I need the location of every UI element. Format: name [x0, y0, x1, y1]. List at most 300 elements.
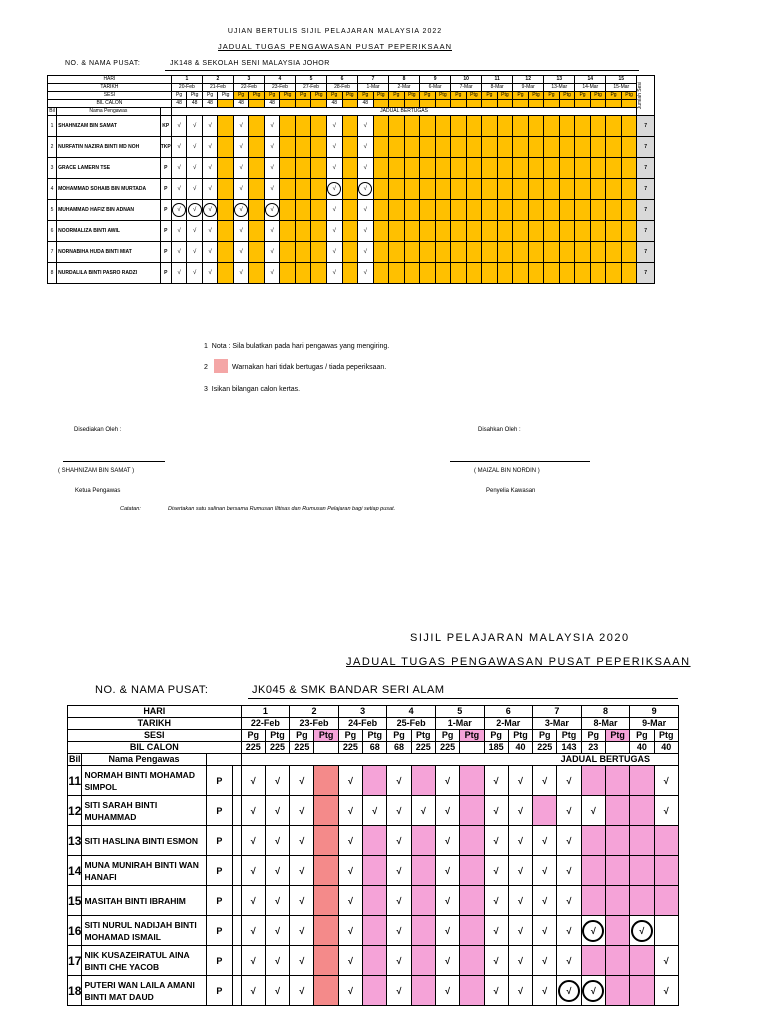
schedule-cell: [171, 137, 187, 158]
bil-calon-cell: [528, 100, 544, 108]
schedule-cell: [314, 946, 338, 976]
row-number: 17: [68, 946, 82, 976]
schedule-cell: [630, 796, 654, 826]
day-number: 9: [420, 76, 451, 84]
schedule-cell: [484, 976, 508, 1006]
bil-calon-cell: 48: [233, 100, 249, 108]
schedule-cell: [311, 179, 327, 200]
nama-header: Nama Pengawas: [82, 754, 206, 766]
schedule-cell: [233, 137, 249, 158]
schedule-cell: [373, 200, 389, 221]
check-mark: √: [275, 775, 281, 786]
check-mark: √: [275, 925, 281, 936]
schedule-cell: [460, 976, 484, 1006]
check-mark: √: [299, 865, 305, 876]
schedule-cell: [387, 826, 411, 856]
table-row: [48, 263, 655, 284]
check-mark: √: [566, 925, 572, 936]
schedule-cell: [590, 200, 606, 221]
schedule-cell: [484, 886, 508, 916]
schedule-cell: [513, 179, 529, 200]
schedule-cell: [280, 200, 296, 221]
schedule-cell: [435, 796, 459, 826]
spacer-cell: [233, 946, 241, 976]
schedule-cell: [218, 179, 234, 200]
check-mark: √: [250, 835, 256, 846]
schedule-cell: [460, 826, 484, 856]
schedule-cell: [557, 826, 581, 856]
check-mark: √: [275, 955, 281, 966]
schedule-cell: [295, 221, 311, 242]
schedule-cell: [326, 158, 342, 179]
check-mark: √: [517, 865, 523, 876]
schedule-cell: [280, 158, 296, 179]
check-mark: √: [542, 895, 548, 906]
schedule-cell: [460, 766, 484, 796]
sesi-cell: Ptg: [404, 92, 420, 100]
bil-calon-cell: 225: [338, 742, 362, 754]
schedule-cell: [338, 916, 362, 946]
check-mark: √: [396, 805, 402, 816]
schedule-cell: [187, 137, 203, 158]
check-mark: √: [493, 895, 499, 906]
check-circled: √: [327, 182, 341, 196]
check-mark: √: [208, 227, 212, 234]
schedule-cell: [482, 137, 498, 158]
bil-calon-cell: [575, 100, 591, 108]
schedule-cell: [280, 242, 296, 263]
check-mark: √: [250, 955, 256, 966]
schedule-cell: [466, 263, 482, 284]
schedule-cell: [420, 200, 436, 221]
check-mark: √: [239, 122, 243, 129]
schedule-cell: [249, 179, 265, 200]
schedule-cell: [630, 766, 654, 796]
check-circled: √: [582, 980, 604, 1002]
schedule-cell: [314, 856, 338, 886]
schedule-cell: [581, 886, 605, 916]
schedule-cell: [265, 766, 289, 796]
check-mark: √: [275, 895, 281, 906]
schedule-cell: [513, 116, 529, 137]
day-number: 5: [295, 76, 326, 84]
jumlah-sesi-label: Jumlah Sesi: [637, 81, 644, 110]
row-role: P: [160, 242, 171, 263]
doc1-catatan-text: Disertakan satu salinan bersama Rumusan Ilitisas dan Rumusan Pelajaran bagi setiap pusat.: [168, 506, 396, 512]
schedule-cell: [508, 796, 532, 826]
table-row: [68, 916, 679, 946]
row-name: NORMAH BINTI MOHAMAD SIMPOL: [82, 766, 206, 796]
schedule-cell: [484, 856, 508, 886]
check-mark: √: [299, 835, 305, 846]
schedule-cell: [241, 976, 265, 1006]
schedule-cell: [326, 263, 342, 284]
schedule-cell: [264, 158, 280, 179]
schedule-cell: [590, 242, 606, 263]
schedule-cell: [605, 946, 629, 976]
row-name: NURFATIN NAZIRA BINTI MD NOH: [57, 137, 161, 158]
blank-header: [206, 754, 241, 766]
check-mark: √: [542, 865, 548, 876]
schedule-cell: [342, 179, 358, 200]
check-mark: √: [299, 925, 305, 936]
spacer-cell: [233, 766, 241, 796]
bil-calon-cell: 48: [187, 100, 203, 108]
day-number: 1: [171, 76, 202, 84]
schedule-cell: [533, 856, 557, 886]
schedule-cell: [528, 137, 544, 158]
row-role: P: [206, 946, 233, 976]
row-name: SITI HASLINA BINTI ESMON: [82, 826, 206, 856]
schedule-cell: [544, 179, 560, 200]
check-mark: √: [177, 143, 181, 150]
bil-calon-cell: [373, 100, 389, 108]
check-mark: √: [663, 985, 669, 996]
row-total: 7: [637, 116, 655, 137]
schedule-cell: [575, 158, 591, 179]
table-row: [68, 946, 679, 976]
schedule-cell: [497, 137, 513, 158]
day-number: 10: [451, 76, 482, 84]
schedule-cell: [654, 916, 678, 946]
schedule-cell: [466, 137, 482, 158]
schedule-cell: [581, 796, 605, 826]
date-cell: 15-Mar: [606, 84, 637, 92]
check-mark: √: [299, 805, 305, 816]
schedule-cell: [218, 200, 234, 221]
row-role: P: [160, 263, 171, 284]
spacer-cell: [233, 916, 241, 946]
schedule-cell: [460, 946, 484, 976]
sesi-cell: Pg: [484, 730, 508, 742]
bil-header: Bil: [49, 108, 55, 114]
bil-calon-cell: [621, 100, 637, 108]
doc1-sign2-line: [450, 461, 590, 462]
row-total: 7: [637, 221, 655, 242]
schedule-cell: [544, 137, 560, 158]
date-cell: 9-Mar: [630, 718, 679, 730]
check-mark: √: [332, 143, 336, 150]
schedule-cell: [233, 242, 249, 263]
schedule-cell: [404, 242, 420, 263]
schedule-cell: [326, 221, 342, 242]
schedule-cell: [311, 158, 327, 179]
schedule-cell: [264, 221, 280, 242]
check-mark: √: [239, 248, 243, 255]
doc1-sign1-name: ( SHAHNIZAM BIN SAMAT ): [58, 468, 135, 474]
schedule-cell: [342, 242, 358, 263]
row-total: 7: [637, 179, 655, 200]
sesi-cell: Pg: [241, 730, 265, 742]
schedule-cell: [581, 976, 605, 1006]
row-role: P: [206, 796, 233, 826]
doc1-catatan-label: Catatan:: [120, 506, 141, 512]
schedule-cell: [544, 200, 560, 221]
jumlah-sesi-header: [637, 76, 655, 116]
sesi-cell: Pg: [575, 92, 591, 100]
schedule-cell: [621, 116, 637, 137]
schedule-cell: [482, 200, 498, 221]
bil-calon-cell: 48: [326, 100, 342, 108]
check-mark: √: [566, 955, 572, 966]
schedule-cell: [202, 221, 218, 242]
schedule-cell: [387, 946, 411, 976]
schedule-cell: [373, 221, 389, 242]
schedule-cell: [326, 200, 342, 221]
day-number: 9: [630, 706, 679, 718]
check-mark: √: [275, 805, 281, 816]
schedule-cell: [389, 200, 405, 221]
tarikh-label: TARIKH: [68, 718, 242, 730]
day-number: 4: [387, 706, 436, 718]
schedule-cell: [513, 137, 529, 158]
check-mark: √: [177, 227, 181, 234]
schedule-cell: [314, 886, 338, 916]
schedule-cell: [557, 976, 581, 1006]
check-mark: √: [396, 865, 402, 876]
row-number: 16: [68, 916, 82, 946]
schedule-cell: [508, 856, 532, 886]
check-mark: √: [493, 805, 499, 816]
schedule-cell: [411, 796, 435, 826]
check-mark: √: [445, 955, 451, 966]
date-cell: 1-Mar: [358, 84, 389, 92]
sesi-cell: Ptg: [559, 92, 575, 100]
sesi-cell: Pg: [233, 92, 249, 100]
check-mark: √: [250, 925, 256, 936]
bil-calon-cell: [420, 100, 436, 108]
schedule-cell: [581, 946, 605, 976]
schedule-cell: [605, 796, 629, 826]
date-cell: 3-Mar: [533, 718, 582, 730]
spacer-cell: [233, 886, 241, 916]
schedule-cell: [559, 242, 575, 263]
schedule-cell: [249, 263, 265, 284]
bil-calon-cell: [497, 100, 513, 108]
sesi-cell: Pg: [420, 92, 436, 100]
check-mark: √: [566, 805, 572, 816]
schedule-cell: [363, 886, 387, 916]
sesi-cell: Ptg: [342, 92, 358, 100]
check-mark: √: [275, 985, 281, 996]
row-total: 7: [637, 158, 655, 179]
day-number: 6: [326, 76, 357, 84]
date-cell: 14-Mar: [575, 84, 606, 92]
schedule-cell: [280, 221, 296, 242]
bil-calon-cell: 48: [202, 100, 218, 108]
schedule-cell: [373, 158, 389, 179]
schedule-cell: [265, 856, 289, 886]
schedule-cell: [621, 242, 637, 263]
bil-calon-cell: [451, 100, 467, 108]
schedule-cell: [605, 856, 629, 886]
schedule-cell: [513, 221, 529, 242]
schedule-cell: [435, 263, 451, 284]
check-mark: √: [363, 227, 367, 234]
sesi-cell: Ptg: [435, 92, 451, 100]
schedule-cell: [513, 200, 529, 221]
schedule-cell: [404, 221, 420, 242]
check-mark: √: [517, 985, 523, 996]
schedule-cell: [314, 976, 338, 1006]
schedule-cell: [233, 116, 249, 137]
check-mark: √: [542, 955, 548, 966]
schedule-cell: [654, 796, 678, 826]
day-number: 7: [533, 706, 582, 718]
schedule-cell: [630, 826, 654, 856]
schedule-cell: [358, 221, 374, 242]
schedule-cell: [358, 179, 374, 200]
sesi-cell: Pg: [326, 92, 342, 100]
check-mark: √: [347, 895, 353, 906]
doc2-pusat-value: JK045 & SMK BANDAR SERI ALAM: [252, 684, 445, 696]
sesi-cell: Ptg: [265, 730, 289, 742]
sesi-cell: Ptg: [249, 92, 265, 100]
schedule-cell: [358, 200, 374, 221]
schedule-cell: [338, 766, 362, 796]
schedule-cell: [466, 179, 482, 200]
schedule-cell: [575, 221, 591, 242]
schedule-cell: [484, 916, 508, 946]
schedule-cell: [420, 158, 436, 179]
sesi-cell: Pg: [264, 92, 280, 100]
row-number: 18: [68, 976, 82, 1006]
schedule-cell: [605, 766, 629, 796]
schedule-cell: [202, 263, 218, 284]
row-role: P: [206, 976, 233, 1006]
check-mark: √: [517, 775, 523, 786]
schedule-cell: [342, 221, 358, 242]
schedule-cell: [544, 263, 560, 284]
schedule-cell: [451, 179, 467, 200]
doc1-note-color-swatch: [214, 359, 228, 373]
schedule-cell: [605, 826, 629, 856]
row-role: KP: [160, 116, 171, 137]
schedule-cell: [559, 137, 575, 158]
schedule-cell: [451, 158, 467, 179]
schedule-cell: [508, 916, 532, 946]
check-mark: √: [566, 865, 572, 876]
schedule-cell: [233, 200, 249, 221]
check-mark: √: [663, 775, 669, 786]
sesi-cell: Pg: [581, 730, 605, 742]
schedule-cell: [264, 179, 280, 200]
check-mark: √: [420, 805, 426, 816]
schedule-cell: [605, 916, 629, 946]
schedule-cell: [264, 200, 280, 221]
row-total: 7: [637, 263, 655, 284]
schedule-cell: [218, 242, 234, 263]
check-mark: √: [493, 775, 499, 786]
schedule-cell: [460, 856, 484, 886]
check-mark: √: [517, 955, 523, 966]
check-mark: √: [396, 775, 402, 786]
table-row: [48, 158, 655, 179]
table-row: [68, 856, 679, 886]
schedule-cell: [241, 886, 265, 916]
sesi-cell: Ptg: [411, 730, 435, 742]
check-circled: √: [582, 920, 604, 942]
check-mark: √: [517, 805, 523, 816]
day-number: 11: [482, 76, 513, 84]
schedule-cell: [590, 116, 606, 137]
schedule-cell: [358, 158, 374, 179]
schedule-cell: [389, 221, 405, 242]
schedule-cell: [606, 137, 622, 158]
schedule-cell: [187, 116, 203, 137]
schedule-cell: [280, 179, 296, 200]
check-mark: √: [517, 925, 523, 936]
doc1-pusat-underline: [165, 70, 639, 71]
sesi-cell: Pg: [513, 92, 529, 100]
schedule-cell: [202, 158, 218, 179]
sesi-cell: Pg: [202, 92, 218, 100]
day-number: 3: [233, 76, 264, 84]
schedule-cell: [466, 158, 482, 179]
schedule-cell: [621, 263, 637, 284]
day-number: 15: [606, 76, 637, 84]
check-mark: √: [239, 185, 243, 192]
check-mark: √: [332, 164, 336, 171]
table-row: [68, 976, 679, 1006]
sesi-cell: Ptg: [311, 92, 327, 100]
schedule-cell: [533, 946, 557, 976]
check-mark: √: [177, 164, 181, 171]
check-mark: √: [270, 143, 274, 150]
check-mark: √: [192, 185, 197, 192]
schedule-cell: [451, 221, 467, 242]
schedule-cell: [460, 886, 484, 916]
check-mark: √: [363, 122, 367, 129]
sesi-cell: Pg: [482, 92, 498, 100]
check-mark: √: [299, 955, 305, 966]
sesi-label: SESI: [68, 730, 242, 742]
schedule-cell: [544, 242, 560, 263]
check-mark: √: [566, 835, 572, 846]
schedule-cell: [435, 976, 459, 1006]
doc1-note-3: 3 Isikan bilangan calon kertas.: [204, 386, 301, 393]
day-number: 13: [544, 76, 575, 84]
schedule-cell: [389, 116, 405, 137]
schedule-cell: [411, 766, 435, 796]
schedule-cell: [630, 946, 654, 976]
schedule-cell: [363, 766, 387, 796]
schedule-cell: [460, 796, 484, 826]
row-role: P: [160, 221, 171, 242]
table-row: [48, 200, 655, 221]
check-mark: √: [566, 895, 572, 906]
schedule-cell: [606, 221, 622, 242]
schedule-cell: [435, 221, 451, 242]
schedule-cell: [187, 263, 203, 284]
day-number: 2: [202, 76, 233, 84]
check-mark: √: [396, 835, 402, 846]
schedule-cell: [358, 116, 374, 137]
sesi-cell: Pg: [295, 92, 311, 100]
sesi-cell: Pg: [533, 730, 557, 742]
schedule-cell: [404, 263, 420, 284]
check-circled: √: [172, 203, 186, 217]
schedule-cell: [187, 200, 203, 221]
schedule-cell: [295, 200, 311, 221]
bil-calon-cell: 225: [265, 742, 289, 754]
date-cell: 28-Feb: [326, 84, 357, 92]
schedule-cell: [202, 116, 218, 137]
check-mark: √: [208, 248, 212, 255]
schedule-cell: [482, 221, 498, 242]
schedule-cell: [373, 179, 389, 200]
row-role: P: [206, 766, 233, 796]
